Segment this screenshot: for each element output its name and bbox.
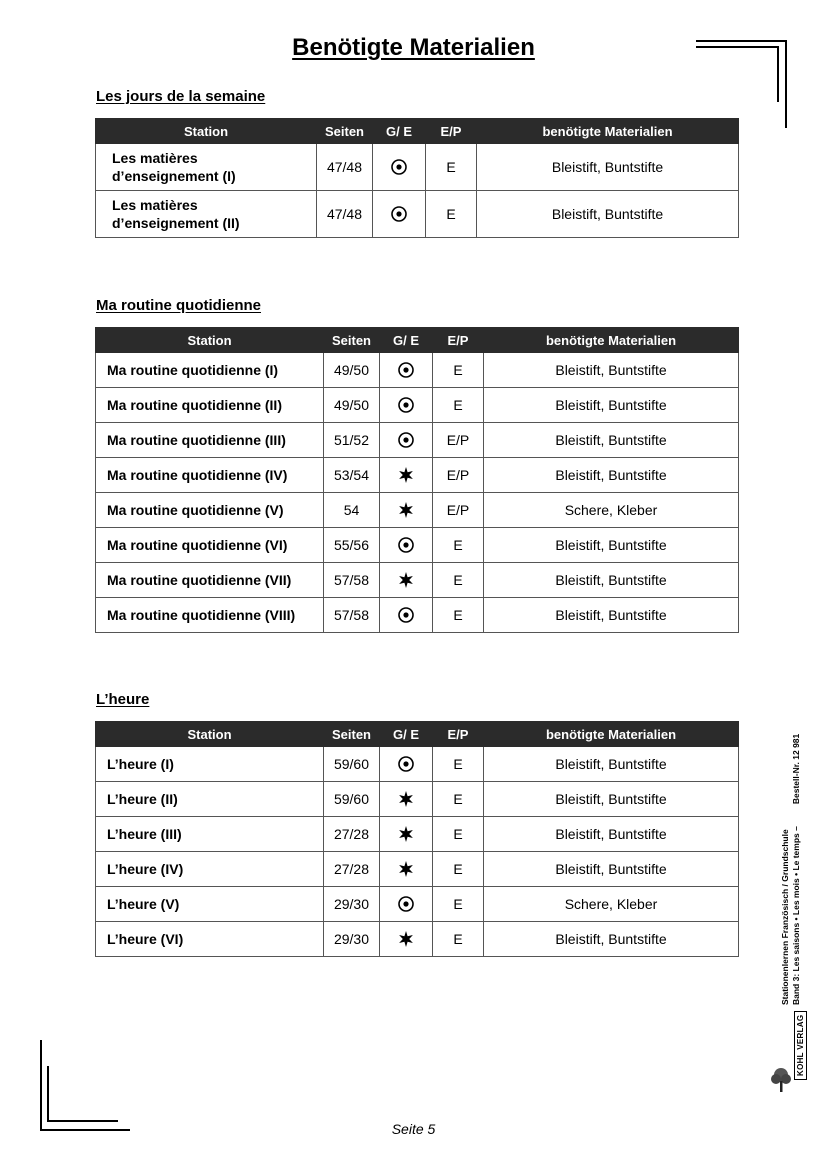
seiten-cell: 57/58: [324, 563, 380, 598]
materials-table-routine: [95, 327, 739, 633]
ep-cell: E: [433, 563, 484, 598]
station-cell: Ma routine quotidienne (VIII): [96, 598, 324, 633]
col-ge: G/ E: [380, 722, 433, 747]
seiten-cell: 59/60: [324, 782, 380, 817]
seiten-cell: 57/58: [324, 598, 380, 633]
table-row: [96, 528, 739, 563]
station-cell: Ma routine quotidienne (VI): [96, 528, 324, 563]
ep-cell: E: [433, 817, 484, 852]
table-row: [96, 191, 739, 238]
col-materials: benötigte Materialien: [484, 722, 739, 747]
station-cell: Les matières d’enseignement (I): [96, 144, 317, 191]
ge-cell: [380, 887, 433, 922]
ep-cell: E: [426, 191, 477, 238]
seiten-cell: 29/30: [324, 887, 380, 922]
station-cell: Les matières d’enseignement (II): [96, 191, 317, 238]
materials-cell: Bleistift, Buntstifte: [477, 144, 739, 191]
station-cell: Ma routine quotidienne (IV): [96, 458, 324, 493]
section-heading-routine: Ma routine quotidienne: [96, 297, 261, 314]
ep-cell: E: [433, 598, 484, 633]
materials-cell: Bleistift, Buntstifte: [484, 458, 739, 493]
table-row: [96, 388, 739, 423]
corner-ornament-bottom-left: [38, 1038, 134, 1134]
seiten-cell: 29/30: [324, 922, 380, 957]
materials-table-jours: [95, 118, 739, 238]
table-row: [96, 353, 739, 388]
table-header-row: [96, 328, 739, 353]
six-point-star-icon: [397, 930, 415, 948]
col-seiten: Seiten: [324, 328, 380, 353]
ep-cell: E/P: [433, 458, 484, 493]
table-row: [96, 458, 739, 493]
ge-cell: [380, 782, 433, 817]
table-row: [96, 598, 739, 633]
seiten-cell: 47/48: [317, 191, 373, 238]
station-cell: L’heure (I): [96, 747, 324, 782]
circled-dot-icon: [397, 431, 415, 449]
ep-cell: E: [426, 144, 477, 191]
tree-logo-icon: [770, 1066, 792, 1094]
col-ep: E/P: [426, 119, 477, 144]
ge-cell: [380, 528, 433, 563]
station-cell: L’heure (VI): [96, 922, 324, 957]
materials-cell: Bleistift, Buntstifte: [484, 817, 739, 852]
ge-cell: [373, 144, 426, 191]
materials-cell: Bleistift, Buntstifte: [484, 782, 739, 817]
station-cell: L’heure (IV): [96, 852, 324, 887]
ge-cell: [373, 191, 426, 238]
ge-cell: [380, 747, 433, 782]
col-ge: G/ E: [373, 119, 426, 144]
table-row: [96, 887, 739, 922]
page-title: Benötigte Materialien: [292, 34, 535, 61]
materials-cell: Bleistift, Buntstifte: [484, 852, 739, 887]
circled-dot-icon: [397, 536, 415, 554]
circled-dot-icon: [390, 158, 408, 176]
six-point-star-icon: [397, 466, 415, 484]
ge-cell: [380, 817, 433, 852]
ge-cell: [380, 423, 433, 458]
six-point-star-icon: [397, 571, 415, 589]
col-ep: E/P: [433, 722, 484, 747]
table-row: [96, 144, 739, 191]
materials-cell: Bleistift, Buntstifte: [484, 528, 739, 563]
col-ge: G/ E: [380, 328, 433, 353]
station-cell: L’heure (V): [96, 887, 324, 922]
ge-cell: [380, 353, 433, 388]
ep-cell: E: [433, 887, 484, 922]
ep-cell: E: [433, 353, 484, 388]
materials-cell: Bleistift, Buntstifte: [484, 598, 739, 633]
seiten-cell: 27/28: [324, 852, 380, 887]
materials-cell: Schere, Kleber: [484, 493, 739, 528]
publication-info: Stationenlernen Französisch / Grundschule Band 3: Les saisons • Les mois • Le temps –Bestell-Nr. 12 981: [780, 733, 801, 1005]
six-point-star-icon: [397, 790, 415, 808]
ge-cell: [380, 388, 433, 423]
materials-cell: Bleistift, Buntstifte: [484, 388, 739, 423]
seiten-cell: 49/50: [324, 388, 380, 423]
table-row: [96, 922, 739, 957]
page-number: Seite 5: [391, 1121, 436, 1137]
station-cell: Ma routine quotidienne (III): [96, 423, 324, 458]
ep-cell: E: [433, 922, 484, 957]
corner-ornament-top-right: [692, 38, 792, 130]
materials-cell: Bleistift, Buntstifte: [484, 423, 739, 458]
circled-dot-icon: [397, 895, 415, 913]
circled-dot-icon: [397, 606, 415, 624]
seiten-cell: 59/60: [324, 747, 380, 782]
materials-cell: Bleistift, Buntstifte: [484, 747, 739, 782]
table-row: [96, 493, 739, 528]
table-header-row: [96, 119, 739, 144]
seiten-cell: 49/50: [324, 353, 380, 388]
col-seiten: Seiten: [324, 722, 380, 747]
ge-cell: [380, 852, 433, 887]
station-cell: Ma routine quotidienne (II): [96, 388, 324, 423]
table-row: [96, 423, 739, 458]
seiten-cell: 51/52: [324, 423, 380, 458]
station-cell: L’heure (II): [96, 782, 324, 817]
ge-cell: [380, 598, 433, 633]
station-cell: Ma routine quotidienne (V): [96, 493, 324, 528]
circled-dot-icon: [397, 361, 415, 379]
six-point-star-icon: [397, 501, 415, 519]
seiten-cell: 47/48: [317, 144, 373, 191]
col-station: Station: [96, 722, 324, 747]
materials-table-heure: [95, 721, 739, 957]
ep-cell: E: [433, 852, 484, 887]
station-cell: Ma routine quotidienne (VII): [96, 563, 324, 598]
ep-cell: E: [433, 782, 484, 817]
col-station: Station: [96, 119, 317, 144]
ep-cell: E: [433, 528, 484, 563]
ge-cell: [380, 458, 433, 493]
station-cell: Ma routine quotidienne (I): [96, 353, 324, 388]
col-seiten: Seiten: [317, 119, 373, 144]
table-row: [96, 817, 739, 852]
ep-cell: E: [433, 747, 484, 782]
six-point-star-icon: [397, 825, 415, 843]
ge-cell: [380, 493, 433, 528]
materials-cell: Bleistift, Buntstifte: [484, 563, 739, 598]
col-station: Station: [96, 328, 324, 353]
table-row: [96, 747, 739, 782]
col-materials: benötigte Materialien: [477, 119, 739, 144]
materials-cell: Bleistift, Buntstifte: [484, 922, 739, 957]
seiten-cell: 27/28: [324, 817, 380, 852]
table-row: [96, 563, 739, 598]
ep-cell: E: [433, 388, 484, 423]
station-cell: L’heure (III): [96, 817, 324, 852]
ep-cell: E/P: [433, 493, 484, 528]
circled-dot-icon: [397, 755, 415, 773]
table-row: [96, 782, 739, 817]
publisher-logo: KOHL VERLAG: [794, 1011, 807, 1080]
section-heading-jours: Les jours de la semaine: [96, 88, 266, 105]
seiten-cell: 53/54: [324, 458, 380, 493]
materials-cell: Schere, Kleber: [484, 887, 739, 922]
materials-cell: Bleistift, Buntstifte: [477, 191, 739, 238]
materials-cell: Bleistift, Buntstifte: [484, 353, 739, 388]
col-materials: benötigte Materialien: [484, 328, 739, 353]
table-row: [96, 852, 739, 887]
ep-cell: E/P: [433, 423, 484, 458]
table-header-row: [96, 722, 739, 747]
circled-dot-icon: [390, 205, 408, 223]
six-point-star-icon: [397, 860, 415, 878]
circled-dot-icon: [397, 396, 415, 414]
seiten-cell: 54: [324, 493, 380, 528]
section-heading-heure: L’heure: [96, 691, 150, 708]
seiten-cell: 55/56: [324, 528, 380, 563]
col-ep: E/P: [433, 328, 484, 353]
ge-cell: [380, 922, 433, 957]
ge-cell: [380, 563, 433, 598]
